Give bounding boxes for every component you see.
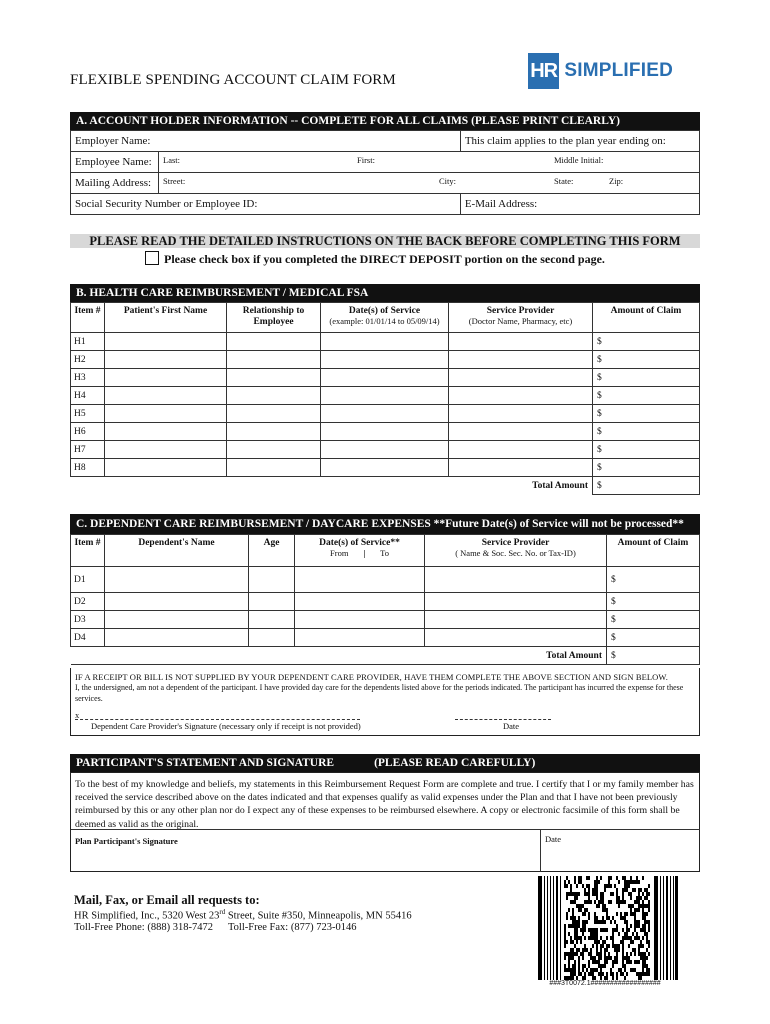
col-relationship: Relationship to Employee <box>227 303 321 333</box>
statement-box <box>70 772 700 872</box>
mailing-address-field[interactable] <box>159 173 700 194</box>
dependent-row <box>71 611 700 629</box>
col-to: To <box>380 547 389 558</box>
dependent-row-item: D1 <box>71 567 105 593</box>
dependent-row-dates[interactable] <box>295 611 425 629</box>
health-row-amount[interactable]: $ <box>593 333 700 351</box>
col-provider-sub: (Doctor Name, Pharmacy, etc) <box>468 315 573 326</box>
dependent-row-age[interactable] <box>249 567 295 593</box>
health-total-label: Total Amount <box>71 477 593 495</box>
logo-mark: HR <box>528 53 559 89</box>
instructions-notice: PLEASE READ THE DETAILED INSTRUCTIONS ON THE BACK BEFORE COMPLETING THIS FORM <box>70 234 700 248</box>
provider-note-1: IF A RECEIPT OR BILL IS NOT SUPPLIED BY YOUR DEPENDENT CARE PROVIDER, HAVE THEM COMPLETE THE ABOVE SECTION AND SIGN BELOW. <box>75 672 668 682</box>
col-item: Item # <box>71 303 105 333</box>
col-age: Age <box>249 535 295 567</box>
health-row <box>71 405 700 423</box>
employee-name-label: Employee Name: <box>71 152 159 173</box>
health-row <box>71 369 700 387</box>
provider-note-2: I, the undersigned, am not a dependent of the participant. I have provided day care for the dependents listed above for the periods indicated. The participant has incurred the expense for these services. <box>75 683 684 703</box>
health-row-item: H3 <box>71 369 105 387</box>
dependent-total-amount[interactable]: $ <box>607 647 700 665</box>
health-row-relationship[interactable] <box>227 333 321 351</box>
dependent-total-label: Total Amount <box>71 647 607 665</box>
participant-date-field[interactable] <box>541 829 700 872</box>
col-amount-c: Amount of Claim <box>607 535 700 567</box>
col-from: From <box>330 547 349 558</box>
health-row-dates[interactable] <box>321 405 449 423</box>
health-row-amount[interactable]: $ <box>593 387 700 405</box>
signature-x: x <box>75 710 80 720</box>
health-row-dates[interactable] <box>321 351 449 369</box>
dependent-row <box>71 593 700 611</box>
col-provider-title: Service Provider <box>486 306 555 316</box>
dependent-row-name[interactable] <box>105 567 249 593</box>
health-row-item: H1 <box>71 333 105 351</box>
dependent-row-amount[interactable]: $ <box>607 629 700 647</box>
provider-certification-box <box>70 668 700 736</box>
dependent-row-age[interactable] <box>249 611 295 629</box>
health-row-item: H8 <box>71 459 105 477</box>
toll-free-phone: Toll-Free Phone: (888) 318-7472 <box>74 922 213 933</box>
provider-date-line[interactable] <box>455 710 551 720</box>
health-row-dates[interactable] <box>321 459 449 477</box>
col-patient: Patient's First Name <box>105 303 227 333</box>
pdf417-barcode-icon <box>538 876 678 980</box>
address-post: Street, Suite #350, Minneapolis, MN 55416 <box>225 910 412 922</box>
zip-label: Zip: <box>609 176 624 186</box>
employee-name-field[interactable] <box>159 152 700 173</box>
state-label: State: <box>554 176 574 186</box>
participant-date-label: Date <box>545 834 562 844</box>
health-row-provider[interactable] <box>449 405 593 423</box>
health-row-amount[interactable]: $ <box>593 369 700 387</box>
health-row-patient[interactable] <box>105 459 227 477</box>
health-row-provider[interactable] <box>449 423 593 441</box>
health-row-patient[interactable] <box>105 351 227 369</box>
health-row-relationship[interactable] <box>227 405 321 423</box>
health-row-patient[interactable] <box>105 423 227 441</box>
street-label: Street: <box>163 176 186 186</box>
health-row <box>71 441 700 459</box>
col-provider-c-sub: ( Name & Soc. Sec. No. or Tax-ID) <box>455 547 576 558</box>
dependent-row-amount[interactable]: $ <box>607 567 700 593</box>
email-field[interactable] <box>460 194 699 215</box>
statement-body: To the best of my knowledge and beliefs, my statements in this Reimbursement Request Form are complete and true. I certify that I or my family member has received the service described above on the dates indicated and that expenses qualify as valid expenses under the Plan and that I have not been previously reimbursed by this or any other plan nor do I expect any of these expenses to be reimbursed elsewhere. A copy or electronic facsimile of this form shall be deemed as valid as the original. <box>75 779 694 830</box>
dependent-row <box>71 567 700 593</box>
col-dates-c-title: Date(s) of Service** <box>319 538 400 548</box>
health-row <box>71 333 700 351</box>
ssn-label: Social Security Number or Employee ID: <box>75 198 258 210</box>
section-b-header: B. HEALTH CARE REIMBURSEMENT / MEDICAL FSA <box>70 284 700 302</box>
col-dates-c <box>295 535 425 567</box>
address-pre: HR Simplified, Inc., 5320 West 23 <box>74 910 220 922</box>
health-row-amount[interactable]: $ <box>593 441 700 459</box>
health-row-provider[interactable] <box>449 333 593 351</box>
health-row-dates[interactable] <box>321 441 449 459</box>
col-provider-c <box>425 535 607 567</box>
logo-text: SIMPLIFIED <box>564 60 673 81</box>
employer-name-label: Employer Name: <box>75 135 151 147</box>
health-row-dates[interactable] <box>321 369 449 387</box>
dependent-row-dates[interactable] <box>295 629 425 647</box>
dependent-row-provider[interactable] <box>425 629 607 647</box>
health-row <box>71 351 700 369</box>
dependent-row-provider[interactable] <box>425 611 607 629</box>
health-row-relationship[interactable] <box>227 387 321 405</box>
participant-signature-field[interactable] <box>71 829 541 872</box>
dependent-row-age[interactable] <box>249 629 295 647</box>
health-row-patient[interactable] <box>105 441 227 459</box>
health-row-item: H2 <box>71 351 105 369</box>
health-row-patient[interactable] <box>105 405 227 423</box>
col-dates-sub: (example: 01/01/14 to 05/09/14) <box>329 315 440 326</box>
direct-deposit-label: Please check box if you completed the DIRECT DEPOSIT portion on the second page. <box>164 252 605 266</box>
section-c-header: C. DEPENDENT CARE REIMBURSEMENT / DAYCARE EXPENSES **Future Date(s) of Service will not be processed** <box>70 514 700 534</box>
col-dates-title: Date(s) of Service <box>348 306 421 316</box>
dependent-row-name[interactable] <box>105 629 249 647</box>
dependent-row-provider[interactable] <box>425 593 607 611</box>
col-amount: Amount of Claim <box>593 303 700 333</box>
dependent-row-provider[interactable] <box>425 567 607 593</box>
dependent-row-item: D2 <box>71 593 105 611</box>
health-row-relationship[interactable] <box>227 441 321 459</box>
health-row-amount[interactable]: $ <box>593 405 700 423</box>
last-name-label: Last: <box>163 155 180 165</box>
health-row-dates[interactable] <box>321 387 449 405</box>
participant-signature-label: Plan Participant's Signature <box>75 836 178 846</box>
email-label: E-Mail Address: <box>464 198 538 210</box>
barcode-caption: ###3T0072.1################## <box>549 980 661 987</box>
statement-title: PARTICIPANT'S STATEMENT AND SIGNATURE <box>76 757 335 769</box>
plan-year-label: This claim applies to the plan year ending on: <box>464 135 666 147</box>
health-row-relationship[interactable] <box>227 459 321 477</box>
dependent-row-dates[interactable] <box>295 593 425 611</box>
health-row-patient[interactable] <box>105 333 227 351</box>
plan-year-field[interactable] <box>460 131 699 152</box>
dependent-row-amount[interactable]: $ <box>607 593 700 611</box>
direct-deposit-checkbox[interactable] <box>145 251 159 265</box>
health-row-item: H5 <box>71 405 105 423</box>
statement-header <box>70 754 700 772</box>
health-total-amount[interactable]: $ <box>593 477 700 495</box>
first-name-label: First: <box>357 155 375 165</box>
mail-heading: Mail, Fax, or Email all requests to: <box>74 893 260 907</box>
dependent-care-table <box>70 534 700 665</box>
toll-free-fax: Toll-Free Fax: (877) 723-0146 <box>228 922 357 933</box>
form-title: FLEXIBLE SPENDING ACCOUNT CLAIM FORM <box>70 72 396 88</box>
account-holder-table <box>70 130 700 215</box>
employer-name-field[interactable] <box>71 131 461 152</box>
provider-date-label: Date <box>503 721 520 731</box>
mailing-address <box>74 908 412 922</box>
dependent-row-name[interactable] <box>105 593 249 611</box>
health-row-item: H7 <box>71 441 105 459</box>
health-row-provider[interactable] <box>449 441 593 459</box>
dependent-row <box>71 629 700 647</box>
section-a-header: A. ACCOUNT HOLDER INFORMATION -- COMPLETE FOR ALL CLAIMS (PLEASE PRINT CLEARLY) <box>70 112 700 130</box>
city-label: City: <box>439 176 457 186</box>
hr-simplified-logo <box>528 52 673 90</box>
dependent-row-item: D3 <box>71 611 105 629</box>
health-row <box>71 459 700 477</box>
health-row-dates[interactable] <box>321 333 449 351</box>
dependent-row-name[interactable] <box>105 611 249 629</box>
provider-signature-label: Dependent Care Provider's Signature (necessary only if receipt is not provided) <box>91 721 361 731</box>
statement-note: (PLEASE READ CAREFULLY) <box>374 757 536 769</box>
health-row-provider[interactable] <box>449 369 593 387</box>
health-row-item: H6 <box>71 423 105 441</box>
mailing-address-label: Mailing Address: <box>71 173 159 194</box>
address-sup: rd <box>219 908 226 916</box>
col-dependent: Dependent's Name <box>105 535 249 567</box>
health-row-provider[interactable] <box>449 459 593 477</box>
health-row-amount[interactable]: $ <box>593 423 700 441</box>
provider-signature-line[interactable] <box>75 710 360 720</box>
dependent-row-amount[interactable]: $ <box>607 611 700 629</box>
health-row-provider[interactable] <box>449 387 593 405</box>
col-item-c: Item # <box>71 535 105 567</box>
middle-initial-label: Middle Initial: <box>554 155 604 165</box>
health-row-relationship[interactable] <box>227 423 321 441</box>
health-row-dates[interactable] <box>321 423 449 441</box>
health-row <box>71 423 700 441</box>
dependent-row-dates[interactable] <box>295 567 425 593</box>
health-row-amount[interactable]: $ <box>593 459 700 477</box>
dependent-row-item: D4 <box>71 629 105 647</box>
health-row-relationship[interactable] <box>227 369 321 387</box>
health-row-patient[interactable] <box>105 387 227 405</box>
health-row-relationship[interactable] <box>227 351 321 369</box>
col-provider-c-title: Service Provider <box>481 538 550 548</box>
health-row-provider[interactable] <box>449 351 593 369</box>
health-row <box>71 387 700 405</box>
col-from-to: From | To <box>330 547 389 558</box>
col-dates <box>321 303 449 333</box>
dependent-row-age[interactable] <box>249 593 295 611</box>
health-care-table <box>70 302 700 495</box>
col-provider <box>449 303 593 333</box>
health-row-patient[interactable] <box>105 369 227 387</box>
health-row-item: H4 <box>71 387 105 405</box>
ssn-field[interactable] <box>71 194 461 215</box>
health-row-amount[interactable]: $ <box>593 351 700 369</box>
